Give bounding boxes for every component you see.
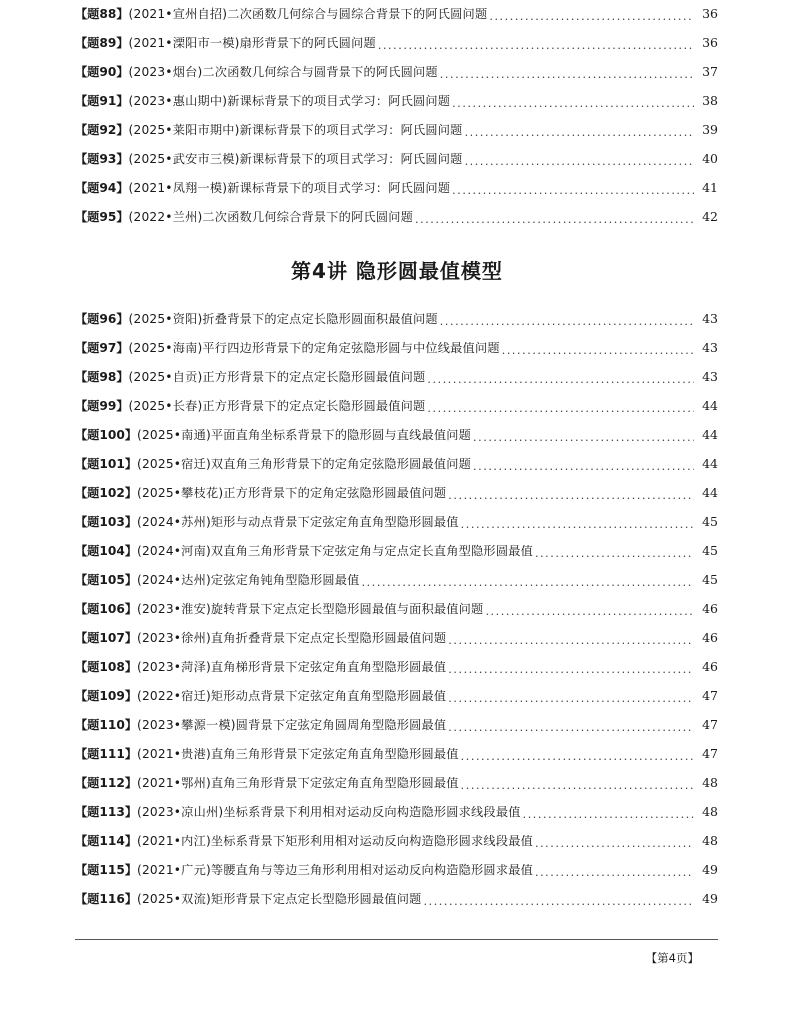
toc-entry-label [75,603,483,615]
toc-entry[interactable] [75,856,718,885]
dot-leader [485,606,694,617]
toc-entry-label [75,777,459,789]
dot-leader [489,11,694,22]
dot-leader [448,664,694,675]
problem-number: 【题89】 [75,36,129,51]
toc-entry[interactable] [75,595,718,624]
problem-title: (2025•双流)矩形背景下定点定长型隐形圆最值问题 [137,892,422,907]
toc-entry-label [75,66,438,78]
page-number-ref: 49 [702,862,718,878]
page-number-ref: 43 [702,340,718,356]
problem-number: 【题99】 [75,399,129,414]
toc-entry-label [75,342,500,354]
problem-number: 【题101】 [75,457,138,472]
page-number-ref: 41 [702,180,718,196]
toc-entry[interactable] [75,798,718,827]
page-number-ref: 43 [702,311,718,327]
dot-leader [362,577,694,588]
toc-entry[interactable] [75,421,718,450]
problem-title: (2025•长春)正方形背景下的定点定长隐形圆最值问题 [128,399,426,414]
page-number-ref: 36 [702,6,718,22]
problem-number: 【题90】 [75,65,129,80]
problem-number: 【题92】 [75,123,129,138]
toc-entry-label [75,864,533,876]
problem-number: 【题107】 [75,631,138,646]
problem-number: 【题112】 [75,776,138,791]
page-number-ref: 47 [702,717,718,733]
dot-leader [448,693,694,704]
toc-entry-label [75,574,360,586]
problem-title: (2023•凉山州)坐标系背景下利用相对运动反向构造隐形圆求线段最值 [137,805,521,820]
dot-leader [452,98,694,109]
problem-number: 【题105】 [75,573,138,588]
problem-title: (2024•苏州)矩形与动点背景下定弦定角直角型隐形圆最值 [137,515,459,530]
toc-entry-label [75,893,422,905]
toc-entry[interactable] [75,624,718,653]
problem-number: 【题100】 [75,428,138,443]
problem-number: 【题116】 [75,892,138,907]
dot-leader [440,316,694,327]
dot-leader [448,490,694,501]
problem-title: (2021•贵港)直角三角形背景下定弦定角直角型隐形圆最值 [137,747,459,762]
problem-title: (2025•莱阳市期中)新课标背景下的项目式学习：阿氏圆问题 [128,123,463,138]
toc-entry[interactable] [75,392,718,421]
page-number-ref: 47 [702,746,718,762]
page-number-ref: 43 [702,369,718,385]
toc-entry[interactable] [75,827,718,856]
problem-number: 【题115】 [75,863,138,878]
problem-number: 【题104】 [75,544,138,559]
dot-leader [465,156,694,167]
dot-leader [452,185,694,196]
toc-entry[interactable] [75,334,718,363]
toc-entry-label [75,748,459,760]
dot-leader [473,432,694,443]
toc-entry[interactable] [75,29,718,58]
problem-title: (2021•鄂州)直角三角形背景下定弦定角直角型隐形圆最值 [137,776,459,791]
toc-entry[interactable] [75,479,718,508]
toc-entry[interactable] [75,682,718,711]
problem-number: 【题94】 [75,181,129,196]
dot-leader [415,214,694,225]
problem-title: (2024•达州)定弦定角钝角型隐形圆最值 [137,573,360,588]
page-number-ref: 37 [702,64,718,80]
dot-leader [378,40,694,51]
dot-leader [465,127,694,138]
problem-number: 【题113】 [75,805,138,820]
problem-title: (2025•攀枝花)正方形背景下的定角定弦隐形圆最值问题 [137,486,447,501]
dot-leader [448,722,694,733]
problem-title: (2024•河南)双直角三角形背景下定弦定角与定点定长直角型隐形圆最值 [137,544,533,559]
toc-entry-label [75,545,533,557]
toc-entry-label [75,211,413,223]
dot-leader [473,461,694,472]
problem-number: 【题93】 [75,152,129,167]
toc-entry-label [75,835,533,847]
toc-entry-label [75,8,487,20]
toc-entry[interactable] [75,58,718,87]
toc-entry[interactable] [75,145,718,174]
problem-title: (2025•资阳)折叠背景下的定点定长隐形圆面积最值问题 [128,312,438,327]
page-number-ref: 36 [702,35,718,51]
page-number-ref: 45 [702,543,718,559]
problem-title: (2025•自贡)正方形背景下的定点定长隐形圆最值问题 [128,370,426,385]
toc-entry[interactable] [75,711,718,740]
dot-leader [440,69,694,80]
problem-title: (2022•兰州)二次函数几何综合背景下的阿氏圆问题 [128,210,414,225]
toc-entry-label [75,429,471,441]
toc-entry[interactable] [75,769,718,798]
toc-entry[interactable] [75,885,718,914]
toc-entry[interactable] [75,363,718,392]
toc-entry[interactable] [75,116,718,145]
toc-entry[interactable] [75,87,718,116]
problem-title: (2023•烟台)二次函数几何综合与圆背景下的阿氏圆问题 [128,65,438,80]
problem-number: 【题106】 [75,602,138,617]
toc-entry[interactable] [75,305,718,334]
problem-title: (2023•攀源一模)圆背景下定弦定角圆周角型隐形圆最值 [137,718,447,733]
page-number-ref: 45 [702,572,718,588]
page-number-ref: 46 [702,630,718,646]
dot-leader [427,403,694,414]
problem-number: 【题114】 [75,834,138,849]
page-number-ref: 45 [702,514,718,530]
toc-entry-label [75,458,471,470]
problem-title: (2025•武安市三模)新课标背景下的项目式学习：阿氏圆问题 [128,152,463,167]
problem-number: 【题95】 [75,210,129,225]
page-number-ref: 46 [702,601,718,617]
problem-title: (2022•宿迁)矩形动点背景下定弦定角直角型隐形圆最值 [137,689,447,704]
toc-list-current-section [75,305,718,914]
page-number-ref: 48 [702,833,718,849]
toc-entry-label [75,37,376,49]
dot-leader [535,867,694,878]
toc-entry[interactable] [75,0,718,29]
dot-leader [448,635,694,646]
problem-number: 【题88】 [75,7,129,22]
toc-entry[interactable] [75,203,718,232]
footer-divider [75,939,718,940]
toc-entry[interactable] [75,174,718,203]
dot-leader [461,519,694,530]
problem-number: 【题108】 [75,660,138,675]
dot-leader [427,374,694,385]
toc-list-previous-section [75,0,718,232]
problem-title: (2023•徐州)直角折叠背景下定点定长型隐形圆最值问题 [137,631,447,646]
problem-number: 【题102】 [75,486,138,501]
page-number-ref: 48 [702,804,718,820]
page-number-ref: 48 [702,775,718,791]
toc-entry-label [75,400,425,412]
toc-entry-label [75,153,463,165]
page-number-ref: 44 [702,398,718,414]
dot-leader [523,809,694,820]
problem-title: (2025•南通)平面直角坐标系背景下的隐形圆与直线最值问题 [137,428,472,443]
toc-entry-label [75,690,446,702]
page-number-ref: 44 [702,485,718,501]
dot-leader [424,896,695,907]
page-number-ref: 44 [702,427,718,443]
toc-entry-label [75,661,446,673]
problem-number: 【题91】 [75,94,129,109]
toc-entry-label [75,124,463,136]
toc-entry[interactable] [75,450,718,479]
dot-leader [461,751,694,762]
problem-number: 【题111】 [75,747,138,762]
problem-title: (2021•溧阳市一模)扇形背景下的阿氏圆问题 [128,36,376,51]
problem-number: 【题98】 [75,370,129,385]
page-number-ref: 46 [702,659,718,675]
toc-entry-label [75,371,425,383]
problem-number: 【题103】 [75,515,138,530]
toc-entry-label [75,516,459,528]
toc-entry-label [75,313,438,325]
page-number-ref: 49 [702,891,718,907]
page-number-ref: 44 [702,456,718,472]
problem-number: 【题96】 [75,312,129,327]
problem-title: (2021•内江)坐标系背景下矩形利用相对运动反向构造隐形圆求线段最值 [137,834,533,849]
page-number-ref: 47 [702,688,718,704]
page-number-ref: 40 [702,151,718,167]
page-number-ref: 38 [702,93,718,109]
toc-entry[interactable] [75,740,718,769]
toc-entry[interactable] [75,537,718,566]
problem-title: (2021•广元)等腰直角与等边三角形利用相对运动反向构造隐形圆求最值 [137,863,533,878]
page-number-ref: 39 [702,122,718,138]
toc-entry-label [75,632,446,644]
problem-number: 【题97】 [75,341,129,356]
problem-title: (2021•宣州自招)二次函数几何综合与圆综合背景下的阿氏圆问题 [128,7,488,22]
toc-entry-label [75,95,450,107]
dot-leader [535,838,694,849]
dot-leader [535,548,694,559]
page-number-ref: 42 [702,209,718,225]
toc-entry[interactable] [75,566,718,595]
problem-number: 【题109】 [75,689,138,704]
dot-leader [461,780,694,791]
problem-title: (2025•宿迁)双直角三角形背景下的定角定弦隐形圆最值问题 [137,457,472,472]
problem-title: (2023•惠山期中)新课标背景下的项目式学习：阿氏圆问题 [128,94,451,109]
problem-title: (2023•菏泽)直角梯形背景下定弦定角直角型隐形圆最值 [137,660,447,675]
problem-title: (2023•淮安)旋转背景下定点定长型隐形圆最值与面积最值问题 [137,602,484,617]
dot-leader [502,345,694,356]
toc-entry-label [75,487,446,499]
toc-entry-label [75,719,446,731]
problem-title: (2025•海南)平行四边形背景下的定角定弦隐形圆与中位线最值问题 [128,341,500,356]
toc-entry-label [75,182,450,194]
problem-number: 【题110】 [75,718,138,733]
problem-title: (2021•凤翔一模)新课标背景下的项目式学习：阿氏圆问题 [128,181,451,196]
toc-entry[interactable] [75,508,718,537]
toc-entry[interactable] [75,653,718,682]
section-title: 第4讲 隐形圆最值模型 [291,259,503,283]
toc-entry-label [75,806,521,818]
page-footer-number: 【第4页】 [645,951,699,965]
